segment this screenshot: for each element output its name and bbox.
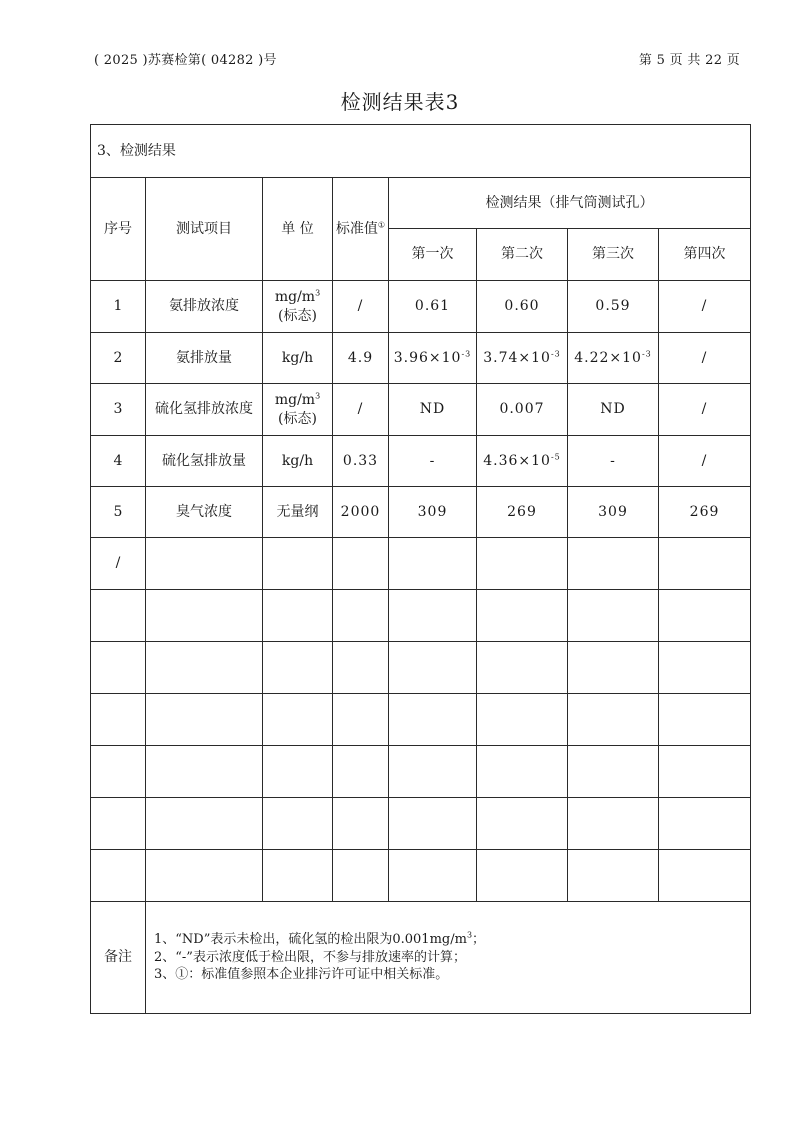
row-result-3-value: ND <box>600 401 626 418</box>
row-unit <box>263 384 333 436</box>
row-result-2 <box>477 746 568 798</box>
document-title: 检测结果表3 <box>340 90 460 114</box>
remarks-content <box>146 902 751 1014</box>
row-result-1 <box>389 642 477 694</box>
table-row <box>91 384 751 436</box>
row-result-4 <box>659 798 751 850</box>
results-table <box>90 124 751 1014</box>
table-row <box>91 487 751 538</box>
row-item: 硫化氢排放量 <box>146 436 263 487</box>
row-unit <box>263 694 333 746</box>
row-result-1-value: 309 <box>417 503 448 520</box>
row-result-4 <box>659 590 751 642</box>
table-row <box>91 746 751 798</box>
remarks-row <box>91 902 751 1014</box>
row-standard: 4.9 <box>333 333 389 384</box>
row-result-1-value: - <box>429 452 436 469</box>
row-result-1-value: ND <box>419 401 446 418</box>
row-result-1 <box>389 333 477 384</box>
row-item <box>146 694 263 746</box>
row-result-4 <box>659 384 751 436</box>
row-result-2 <box>477 333 568 384</box>
row-result-1 <box>389 746 477 798</box>
row-seq <box>91 694 146 746</box>
row-result-1 <box>389 798 477 850</box>
row-result-2 <box>477 590 568 642</box>
remarks-label: 备注 <box>91 902 146 1014</box>
row-result-1 <box>389 694 477 746</box>
row-item <box>146 642 263 694</box>
row-standard <box>333 642 389 694</box>
header-unit: 单 位 <box>263 178 333 281</box>
row-standard: 2000 <box>333 487 389 538</box>
row-unit <box>263 798 333 850</box>
row-result-3-value: 4.22×10 <box>574 349 642 366</box>
row-unit-text: kg/h <box>281 349 314 366</box>
row-result-4 <box>659 333 751 384</box>
row-result-2-value: 269 <box>507 503 537 520</box>
row-result-3 <box>568 642 659 694</box>
row-result-1 <box>389 281 477 333</box>
report-number: ( 2025 )苏赛检第( 04282 )号 <box>94 53 277 68</box>
row-seq: 5 <box>91 487 146 538</box>
row-result-1 <box>389 384 477 436</box>
header-run-2: 第二次 <box>477 229 568 281</box>
row-result-1-value: 3.96×10 <box>393 349 462 366</box>
row-item <box>146 590 263 642</box>
row-result-1 <box>389 850 477 902</box>
table-row <box>91 694 751 746</box>
row-result-4 <box>659 850 751 902</box>
row-seq: / <box>91 538 146 590</box>
row-seq: 2 <box>91 333 146 384</box>
header-standard-note: ① <box>377 219 386 229</box>
row-unit-text: mg/m <box>274 288 316 305</box>
table-row <box>91 333 751 384</box>
row-item: 臭气浓度 <box>146 487 263 538</box>
table-row <box>91 281 751 333</box>
table-row <box>91 436 751 487</box>
row-result-1 <box>389 590 477 642</box>
row-unit-text: mg/m <box>274 391 316 408</box>
row-result-2-exponent: -5 <box>550 451 561 461</box>
row-result-4 <box>659 487 751 538</box>
row-unit-text: 无量纲 <box>276 503 319 520</box>
row-result-4 <box>659 281 751 333</box>
row-result-3 <box>568 436 659 487</box>
header-item: 测试项目 <box>146 178 263 281</box>
row-result-3 <box>568 281 659 333</box>
row-result-4-value: / <box>701 298 708 315</box>
row-unit-sup: 3 <box>315 390 321 400</box>
row-result-2 <box>477 538 568 590</box>
row-unit <box>263 281 333 333</box>
row-result-3-value: 0.59 <box>595 298 631 315</box>
row-unit-condition: (标态) <box>278 410 317 427</box>
row-item: 氨排放浓度 <box>146 281 263 333</box>
remark-line-2: 2、“-”表示浓度低于检出限，不参与排放速率的计算； <box>154 949 466 965</box>
row-seq <box>91 798 146 850</box>
row-result-1 <box>389 487 477 538</box>
remark-line-1-sup: 3 <box>466 930 473 940</box>
table-row <box>91 590 751 642</box>
row-standard: / <box>333 384 389 436</box>
row-item: 氨排放量 <box>146 333 263 384</box>
row-unit <box>263 436 333 487</box>
row-result-4 <box>659 746 751 798</box>
row-item <box>146 850 263 902</box>
header-results-group: 检测结果（排气筒测试孔） <box>389 178 751 229</box>
row-result-2-value: 0.60 <box>504 298 540 315</box>
header-row-1 <box>91 178 751 229</box>
row-result-4 <box>659 538 751 590</box>
header-run-3: 第三次 <box>568 229 659 281</box>
row-item <box>146 538 263 590</box>
row-result-3 <box>568 384 659 436</box>
row-unit-condition: (标态) <box>278 307 317 324</box>
row-result-3-exponent: -3 <box>641 348 652 358</box>
row-standard <box>333 538 389 590</box>
page-info: 第 5 页 共 22 页 <box>638 53 740 68</box>
row-result-3 <box>568 487 659 538</box>
section-label: 3、检测结果 <box>91 125 751 178</box>
row-result-1-value: 0.61 <box>414 298 451 315</box>
row-result-3 <box>568 746 659 798</box>
row-result-2-value: 4.36×10 <box>483 452 551 469</box>
row-unit <box>263 850 333 902</box>
row-item <box>146 746 263 798</box>
row-result-4-value: / <box>701 349 708 366</box>
row-result-2 <box>477 694 568 746</box>
row-result-2 <box>477 436 568 487</box>
row-standard <box>333 590 389 642</box>
row-result-4 <box>659 436 751 487</box>
header-standard-label: 标准值 <box>335 220 378 237</box>
row-result-2 <box>477 281 568 333</box>
row-unit <box>263 333 333 384</box>
row-unit <box>263 487 333 538</box>
remark-line-1 <box>154 931 750 949</box>
row-result-2-value: 0.007 <box>499 401 545 418</box>
row-result-3 <box>568 798 659 850</box>
row-standard: / <box>333 281 389 333</box>
row-result-4 <box>659 642 751 694</box>
row-standard <box>333 694 389 746</box>
row-result-3 <box>568 850 659 902</box>
header-seq: 序号 <box>91 178 146 281</box>
row-item <box>146 798 263 850</box>
section-row <box>91 125 751 178</box>
header-run-1: 第一次 <box>389 229 477 281</box>
row-result-4-value: 269 <box>689 503 720 520</box>
row-result-3 <box>568 590 659 642</box>
row-result-1 <box>389 538 477 590</box>
row-result-3 <box>568 333 659 384</box>
row-result-2 <box>477 384 568 436</box>
row-result-2 <box>477 798 568 850</box>
row-seq <box>91 590 146 642</box>
row-unit <box>263 590 333 642</box>
row-result-2-value: 3.74×10 <box>483 349 551 366</box>
row-result-2 <box>477 642 568 694</box>
row-unit-sup: 3 <box>315 287 321 297</box>
row-unit <box>263 642 333 694</box>
table-row <box>91 850 751 902</box>
table-row <box>91 798 751 850</box>
row-seq <box>91 850 146 902</box>
row-seq: 1 <box>91 281 146 333</box>
remark-line-3: 3、①：标准值参照本企业排污许可证中相关标准。 <box>154 967 449 983</box>
row-seq <box>91 746 146 798</box>
header-run-4: 第四次 <box>659 229 751 281</box>
table-row <box>91 538 751 590</box>
row-seq: 3 <box>91 384 146 436</box>
row-result-2 <box>477 487 568 538</box>
row-item: 硫化氢排放浓度 <box>146 384 263 436</box>
row-standard <box>333 746 389 798</box>
header-standard <box>333 178 389 281</box>
row-unit <box>263 746 333 798</box>
row-result-3-value: 309 <box>598 503 628 520</box>
row-result-2 <box>477 850 568 902</box>
row-unit <box>263 538 333 590</box>
remark-line-1-end: ； <box>472 932 486 948</box>
row-standard <box>333 798 389 850</box>
row-result-2-exponent: -3 <box>550 348 561 358</box>
row-result-3 <box>568 538 659 590</box>
row-result-4-value: / <box>701 452 708 469</box>
row-standard: 0.33 <box>333 436 389 487</box>
row-result-1-exponent: -3 <box>461 348 472 358</box>
row-result-4 <box>659 694 751 746</box>
row-seq <box>91 642 146 694</box>
table-row <box>91 642 751 694</box>
row-result-3-value: - <box>610 452 616 469</box>
remark-line-1-text: 1、“ND”表示未检出，硫化氢的检出限为0.001mg/m <box>154 932 467 948</box>
row-unit-text: kg/h <box>281 452 314 469</box>
row-seq: 4 <box>91 436 146 487</box>
row-result-3 <box>568 694 659 746</box>
row-result-4-value: / <box>701 401 708 418</box>
row-result-1 <box>389 436 477 487</box>
row-standard <box>333 850 389 902</box>
